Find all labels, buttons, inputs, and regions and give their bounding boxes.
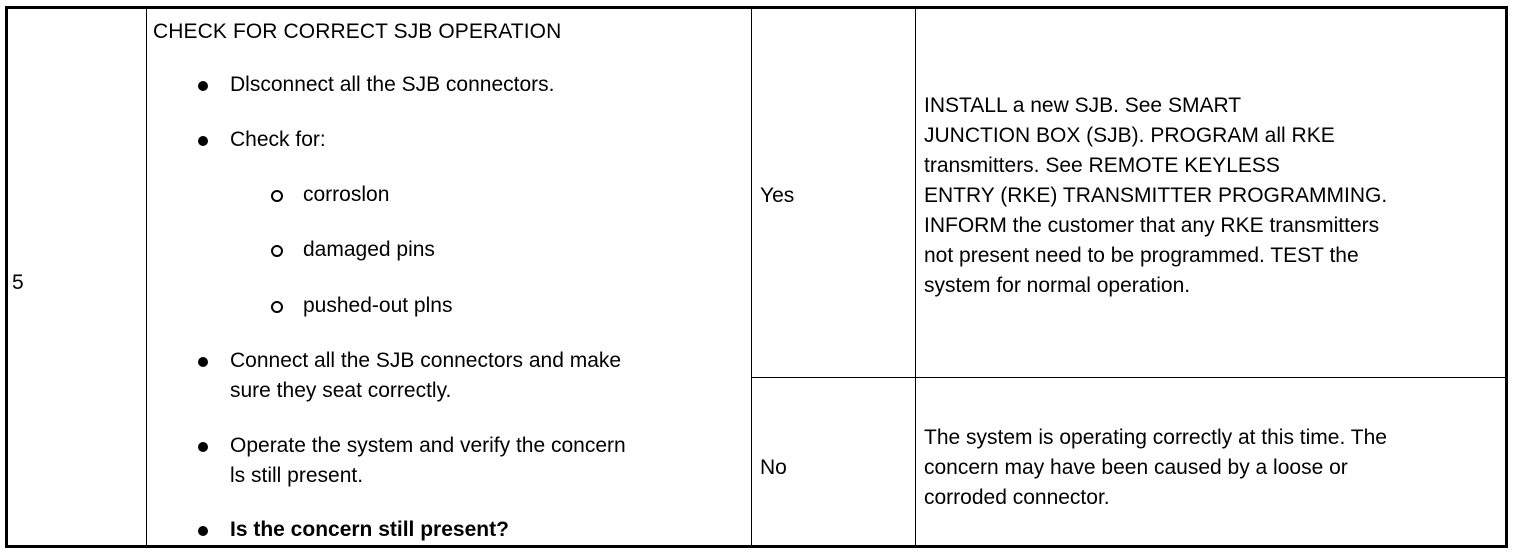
column-divider <box>751 9 752 545</box>
list-item-text: Operate the system and verify the concern ls still present. <box>230 434 626 487</box>
step-number: 5 <box>12 271 24 294</box>
answer-yes: Yes <box>760 184 795 207</box>
question-text: Is the concern still present? <box>230 518 509 541</box>
action-yes: INSTALL a new SJB. See SMART JUNCTION BOX (SJB). PROGRAM all RKE transmitters. See REMOTE KEYLESS ENTRY (RKE) TRANSMITTER PROGRAMMING. INFORM the customer that any RKE transmitters not present need to be programmed. TEST the system for normal operation. <box>924 94 1388 297</box>
list-item-text: Dlsconnect all the SJB connectors. <box>230 73 555 96</box>
answer-no: No <box>760 456 787 479</box>
circle-bullet-icon <box>271 245 283 257</box>
bullet-icon <box>198 526 208 536</box>
sub-list-item-text: pushed-out plns <box>303 294 453 317</box>
diagnostic-step-table <box>5 6 1508 548</box>
sub-list-item-text: corroslon <box>303 183 390 206</box>
column-divider <box>146 9 147 545</box>
column-divider <box>915 9 916 545</box>
circle-bullet-icon <box>271 190 283 202</box>
bullet-icon <box>198 442 208 452</box>
row-divider <box>751 377 1505 378</box>
list-item-text: Check for: <box>230 128 326 151</box>
list-item-text: Connect all the SJB connectors and make sure they seat correctly. <box>230 349 622 402</box>
bullet-icon <box>198 357 208 367</box>
sub-list-item-text: damaged pins <box>303 238 435 261</box>
action-no: The system is operating correctly at this time. The concern may have been caused by a loose or corroded connector. <box>924 426 1387 509</box>
test-heading: CHECK FOR CORRECT SJB OPERATION <box>153 20 562 43</box>
bullet-icon <box>198 81 208 91</box>
bullet-icon <box>198 136 208 146</box>
circle-bullet-icon <box>271 301 283 313</box>
